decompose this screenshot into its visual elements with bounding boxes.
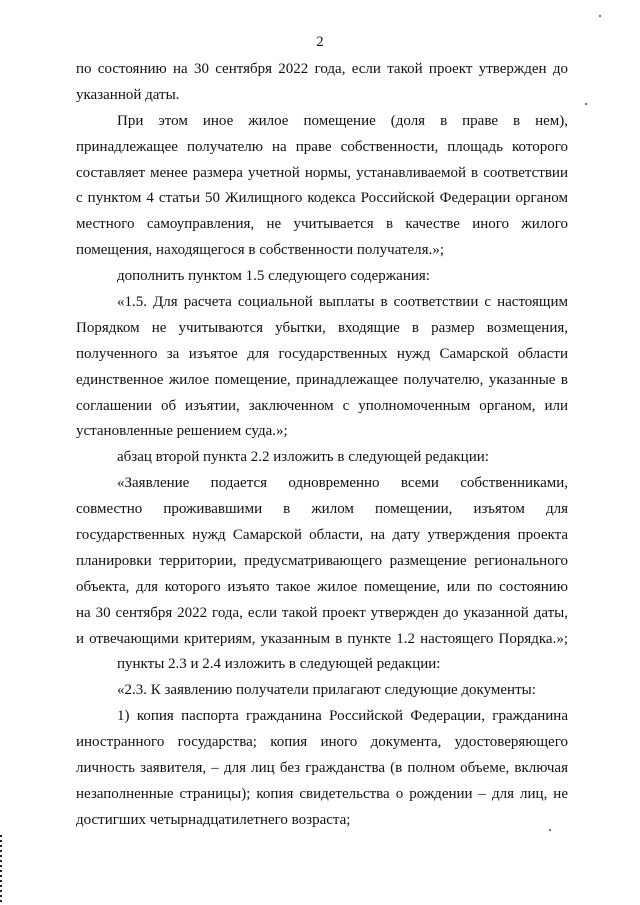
text-line: При этом иное жилое помещение (доля в праве в нем), [117, 112, 568, 129]
text-line: составляет менее размера учетной нормы, устанавливаемой в соответствии [76, 164, 568, 181]
text-line: установленные решением суда.»; [76, 423, 288, 440]
text-line: помещения, находящегося в собственности получателя.»; [76, 242, 444, 259]
text-line: «Заявление подается одновременно всеми собственниками, [117, 475, 568, 492]
text-line: Порядком не учитываются убытки, входящие в размер возмещения, [76, 319, 568, 336]
scan-speck [549, 829, 551, 831]
document-body [76, 57, 568, 834]
scan-speck [585, 103, 587, 105]
text-line: с пунктом 4 статьи 50 Жилищного кодекса Российской Федерации органом [76, 190, 568, 207]
text-line: принадлежащее получателю на праве собственности, площадь которого [76, 138, 568, 155]
text-line: по состоянию на 30 сентября 2022 года, если такой проект утвержден до [76, 61, 568, 77]
text-line: иностранного государства; копия иного документа, удостоверяющего [76, 734, 568, 751]
page-number: 2 [316, 34, 324, 50]
text-line: личность заявителя, – для лиц без гражданства (в полном объеме, включая [76, 760, 568, 777]
text-line: абзац второй пункта 2.2 изложить в следующей редакции: [117, 449, 489, 466]
text-line: объекта, для которого изъято такое жилое помещение, или по состоянию [76, 578, 568, 595]
text-line: местного самоуправления, не учитывается в качестве иного жилого [76, 216, 568, 233]
text-line: указанной даты. [76, 86, 180, 103]
text-line: «1.5. Для расчета социальной выплаты в соответствии с настоящим [117, 294, 568, 311]
text-line: на 30 сентября 2022 года, если такой проект утвержден до указанной даты, [76, 604, 568, 621]
text-line: соглашении об изъятии, заключенном с уполномоченным органом, или [76, 397, 568, 414]
text-line: достигших четырнадцатилетнего возраста; [76, 811, 351, 828]
text-line: и отвечающими критериям, указанным в пункте 1.2 настоящего Порядка.»; [76, 630, 568, 647]
text-line: «2.3. К заявлению получатели прилагают следующие документы: [117, 682, 536, 699]
scan-edge-dots [0, 835, 2, 905]
scan-speck [599, 15, 601, 17]
text-line: государственных нужд Самарской области, на дату утверждения проекта [76, 527, 568, 544]
text-line: единственное жилое помещение, принадлежащее получателю, указанные в [76, 371, 568, 388]
text-line: планировки территории, предусматривающего размещение регионального [76, 552, 568, 569]
text-line: дополнить пунктом 1.5 следующего содержания: [117, 268, 430, 285]
text-line: совместно проживавшими в жилом помещении, изъятом для [76, 501, 568, 518]
text-line: 1) копия паспорта гражданина Российской Федерации, гражданина [117, 708, 568, 725]
text-line: пункты 2.3 и 2.4 изложить в следующей редакции: [117, 656, 441, 673]
text-line: полученного за изъятое для государственных нужд Самарской области [76, 345, 568, 362]
text-line: незаполненные страницы); копия свидетельства о рождении – для лиц, не [76, 785, 568, 802]
